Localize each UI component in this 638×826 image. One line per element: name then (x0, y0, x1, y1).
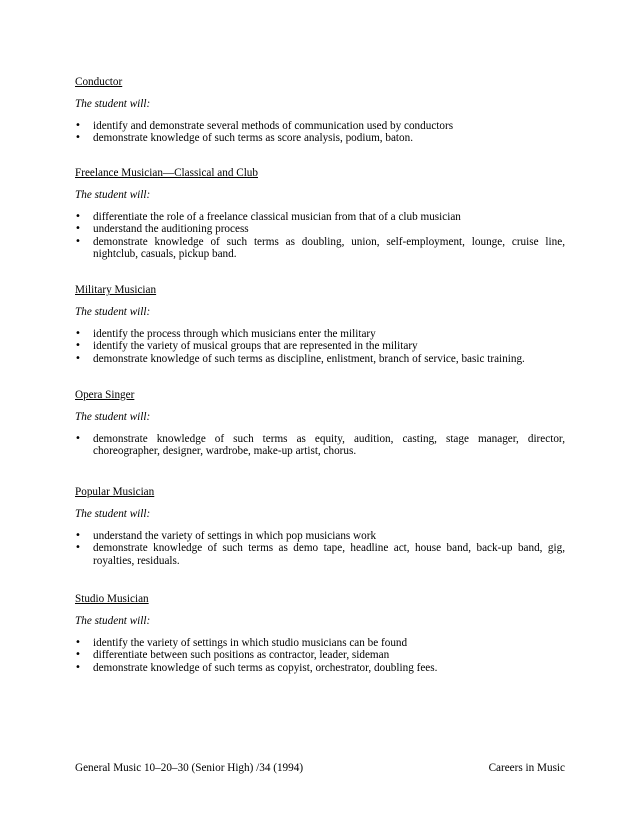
bullet-item: • demonstrate knowledge of such terms as doubling, union, self-employment, lounge, cruise line, nightclub, casuals, pickup band. (75, 236, 565, 261)
footer-course-title: General Music 10–20–30 (Senior High) /34 (1994) (75, 762, 304, 774)
section-studio-musician (75, 593, 565, 674)
bullet-list (75, 433, 565, 458)
bullet-item: • identify the variety of musical groups that are represented in the military (75, 340, 565, 352)
section-lead: The student will: (75, 98, 151, 110)
section-heading: Military Musician (75, 284, 157, 296)
bullet-item: • demonstrate knowledge of such terms as equity, audition, casting, stage manager, director, choreographer, designer, wardrobe, make-up artist, chorus. (75, 433, 565, 458)
bullet-list (75, 530, 565, 567)
bullet-list (75, 328, 565, 365)
bullet-item: • demonstrate knowledge of such terms as copyist, orchestrator, doubling fees. (75, 662, 565, 674)
section-heading: Conductor (75, 76, 123, 88)
bullet-item: • demonstrate knowledge of such terms as discipline, enlistment, branch of service, basic training. (75, 353, 565, 365)
footer-section-title: Careers in Music (488, 762, 565, 774)
bullet-item: • identify the process through which musicians enter the military (75, 328, 565, 340)
section-popular-musician (75, 486, 565, 567)
bullet-item: • demonstrate knowledge of such terms as score analysis, podium, baton. (75, 132, 565, 144)
bullet-item: • identify and demonstrate several methods of communication used by conductors (75, 120, 565, 132)
bullet-list (75, 637, 565, 674)
bullet-item: • identify the variety of settings in which studio musicians can be found (75, 637, 565, 649)
section-heading: Popular Musician (75, 486, 155, 498)
section-lead: The student will: (75, 615, 151, 627)
section-military-musician (75, 284, 565, 365)
section-lead: The student will: (75, 411, 151, 423)
bullet-list (75, 120, 565, 145)
section-lead: The student will: (75, 306, 151, 318)
section-conductor (75, 76, 565, 145)
bullet-item: • understand the auditioning process (75, 223, 565, 235)
section-freelance-musician (75, 167, 565, 261)
section-heading: Opera Singer (75, 389, 135, 401)
bullet-list (75, 211, 565, 261)
section-lead: The student will: (75, 508, 151, 520)
section-heading: Freelance Musician—Classical and Club (75, 167, 258, 179)
bullet-item: • differentiate the role of a freelance classical musician from that of a club musician (75, 211, 565, 223)
section-heading: Studio Musician (75, 593, 149, 605)
bullet-item: • understand the variety of settings in which pop musicians work (75, 530, 565, 542)
section-lead: The student will: (75, 189, 151, 201)
bullet-item: • differentiate between such positions as contractor, leader, sideman (75, 649, 565, 661)
bullet-item: • demonstrate knowledge of such terms as demo tape, headline act, house band, back-up band, gig, royalties, residuals. (75, 542, 565, 567)
section-opera-singer (75, 389, 565, 458)
